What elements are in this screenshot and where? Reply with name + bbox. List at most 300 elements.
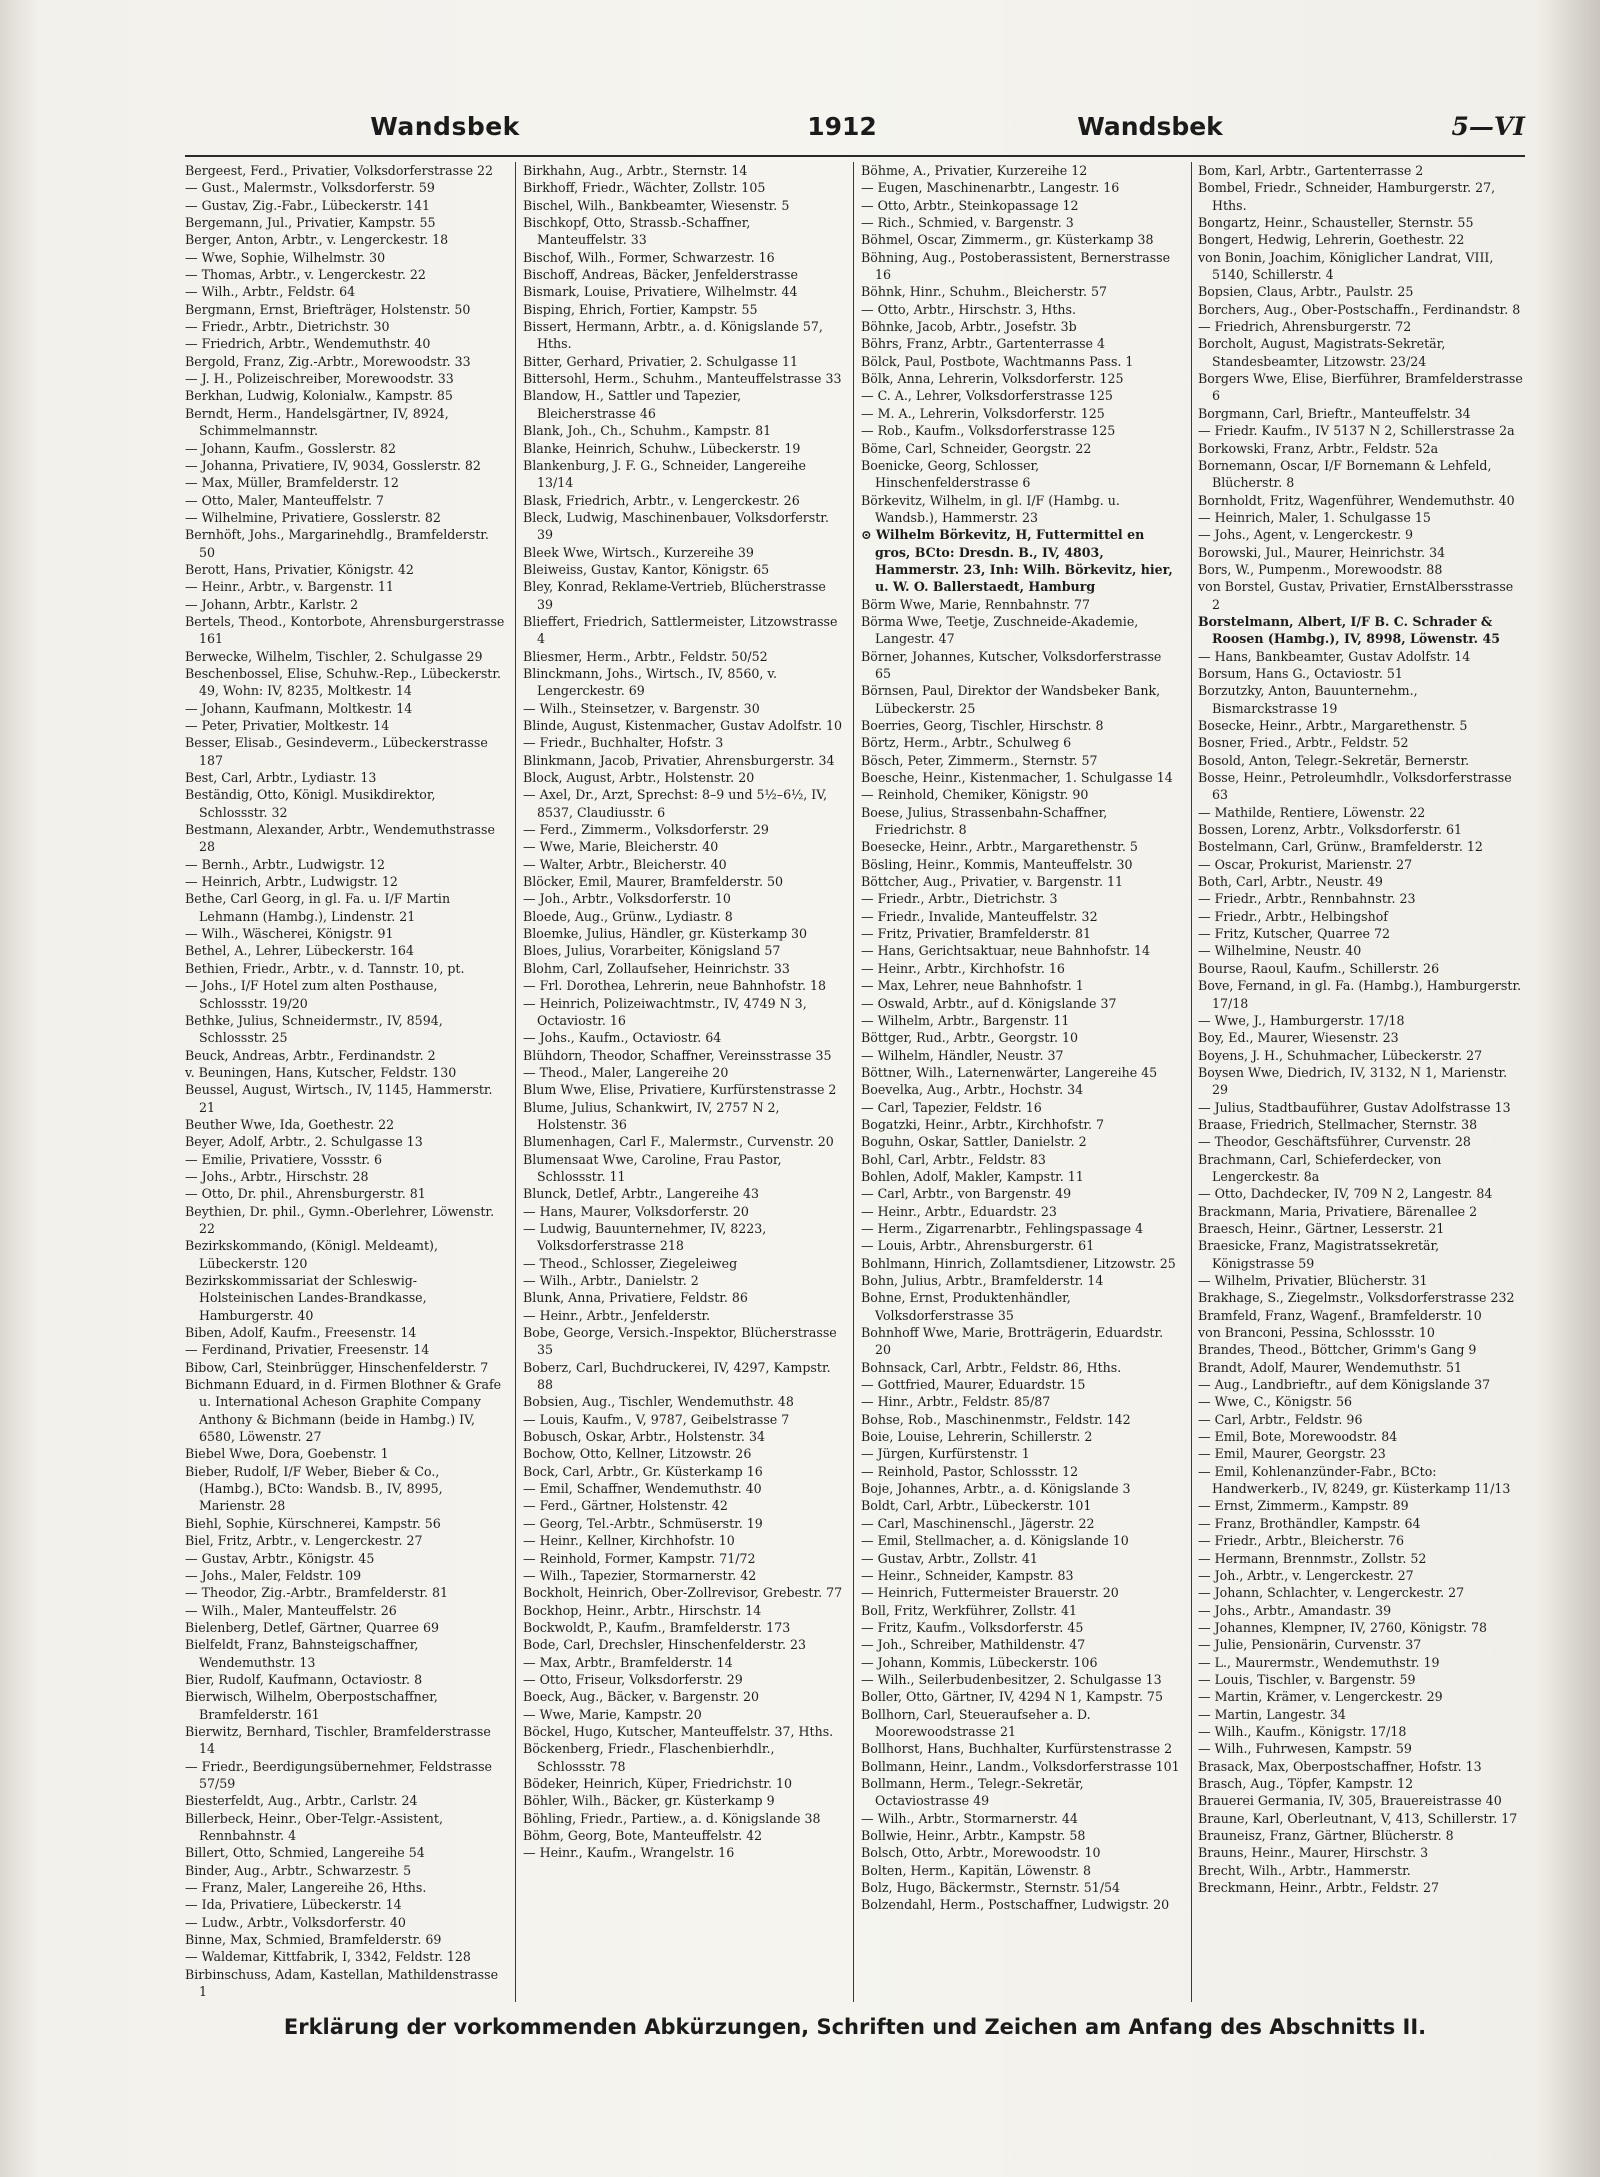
directory-entry: — Wilh., Wäscherei, Königstr. 91	[185, 926, 394, 942]
directory-entry: — Wilhelmine, Neustr. 40	[1198, 943, 1362, 959]
directory-entry: Bohne, Ernst, Produktenhändler, Volksdorferstrasse 35	[861, 1290, 1071, 1323]
directory-entry: Bieber, Rudolf, I/F Weber, Bieber & Co., (Hambg.), BCto: Wandsb. B., IV, 8995, Marienstr. 28	[185, 1463, 443, 1514]
directory-entry: Bismark, Louise, Privatiere, Wilhelmstr. 44	[523, 284, 798, 300]
directory-entry: Bornholdt, Fritz, Wagenführer, Wendemuthstr. 40	[1198, 492, 1515, 508]
directory-entry: Blankenburg, J. F. G., Schneider, Langereihe 13/14	[523, 457, 806, 491]
directory-entry: — M. A., Lehrerin, Volksdorferstr. 125	[861, 405, 1105, 421]
directory-entry: — Friedrich, Arbtr., Wendemuthstr. 40	[185, 336, 431, 352]
directory-entry: Boy, Ed., Maurer, Wiesenstr. 23	[1198, 1030, 1399, 1046]
directory-entry: — Wilh., Arbtr., Stormarnerstr. 44	[861, 1810, 1078, 1826]
directory-entry: Bleck, Ludwig, Maschinenbauer, Volksdorferstr. 39	[523, 509, 829, 543]
directory-entry: — Otto, Dr. phil., Ahrensburgerstr. 81	[185, 1186, 426, 1202]
directory-entry: Bohlmann, Hinrich, Zollamtsdiener, Litzowstr. 25	[861, 1255, 1176, 1271]
directory-entry: — Carl, Maschinenschl., Jägerstr. 22	[861, 1515, 1095, 1531]
directory-entry: Böhm, Georg, Bote, Manteuffelstr. 42	[523, 1828, 763, 1843]
directory-entry: Boje, Johannes, Arbtr., a. d. Königslande 3	[861, 1481, 1131, 1497]
directory-entry: — Gustav, Arbtr., Königstr. 45	[185, 1550, 375, 1566]
directory-entry: Brauneisz, Franz, Gärtner, Blücherstr. 8	[1198, 1828, 1454, 1843]
directory-entry: Blum Wwe, Elise, Privatiere, Kurfürstenstrasse 2	[523, 1082, 837, 1098]
directory-entry: von Borstel, Gustav, Privatier, ErnstAlbersstrasse 2	[1198, 579, 1514, 612]
directory-entry: — Friedr., Buchhalter, Hofstr. 3	[523, 735, 724, 751]
column-4	[1198, 162, 1525, 2002]
directory-entry: — C. A., Lehrer, Volksdorferstrasse 125	[861, 388, 1113, 404]
directory-entry: Bliesmer, Herm., Arbtr., Feldstr. 50/52	[523, 648, 768, 664]
directory-entry: Böhling, Friedr., Partiew., a. d. Königslande 38	[523, 1810, 821, 1826]
directory-entry: von Bonin, Joachim, Königlicher Landrat, VIII, 5140, Schillerstr. 4	[1198, 249, 1494, 283]
directory-entry: — Friedr., Invalide, Manteuffelstr. 32	[861, 908, 1098, 924]
directory-entry: Bloes, Julius, Vorarbeiter, Königsland 57	[523, 943, 781, 959]
directory-entry: Bohnhoff Wwe, Marie, Brotträgerin, Eduardstr. 20	[861, 1325, 1164, 1358]
directory-entry: — Fritz, Privatier, Bramfelderstr. 81	[861, 926, 1092, 942]
directory-entry: Beyer, Adolf, Arbtr., 2. Schulgasse 13	[185, 1134, 423, 1150]
directory-entry: — Emil, Schaffner, Wendemuthstr. 40	[523, 1481, 762, 1497]
directory-entry: — Franz, Maler, Langereihe 26, Hths.	[185, 1880, 427, 1896]
directory-entry: Blandow, H., Sattler und Tapezier, Bleicherstrasse 46	[523, 388, 742, 421]
directory-entry: Bestmann, Alexander, Arbtr., Wendemuthstrasse 28	[185, 822, 495, 855]
directory-entry: Braesicke, Franz, Magistratssekretär, Königstrasse 59	[1198, 1238, 1440, 1271]
directory-entry: Bohn, Julius, Arbtr., Bramfelderstr. 14	[861, 1273, 1104, 1288]
directory-entry: Biehl, Sophie, Kürschnerei, Kampstr. 56	[185, 1515, 441, 1531]
directory-entry: Bleek Wwe, Wirtsch., Kurzereihe 39	[523, 544, 754, 560]
directory-entry: — Wilhelm, Privatier, Blücherstr. 31	[1198, 1273, 1428, 1288]
directory-entry: Beuther Wwe, Ida, Goethestr. 22	[185, 1116, 395, 1132]
directory-entry: — Fritz, Kutscher, Quarree 72	[1198, 926, 1391, 942]
directory-entry: Bobsien, Aug., Tischler, Wendemuthstr. 48	[523, 1394, 794, 1410]
directory-entry: — Hermann, Brennmstr., Zollstr. 52	[1198, 1550, 1427, 1566]
directory-entry: — Heinr., Arbtr., Eduardstr. 23	[861, 1203, 1057, 1219]
header-town-right: Wandsbek	[1077, 112, 1223, 141]
directory-entry: Biel, Fritz, Arbtr., v. Lengerckestr. 27	[185, 1533, 423, 1549]
directory-entry: Bollmann, Heinr., Landm., Volksdorferstrasse 101	[861, 1758, 1180, 1774]
directory-entry: — Joh., Schreiber, Mathildenstr. 47	[861, 1637, 1086, 1653]
directory-entry: Biben, Adolf, Kaufm., Freesenstr. 14	[185, 1325, 417, 1341]
directory-entry: Borcholt, August, Magistrats-Sekretär, Standesbeamter, Litzowstr. 23/24	[1198, 336, 1446, 369]
directory-entry: Bisping, Ehrich, Fortier, Kampstr. 55	[523, 301, 758, 317]
directory-entry: Brandes, Theod., Böttcher, Grimm's Gang 9	[1198, 1342, 1477, 1358]
directory-entry: Bosse, Heinr., Petroleumhdlr., Volksdorferstrasse 63	[1198, 770, 1512, 803]
directory-entry: — Herm., Zigarrenarbtr., Fehlingspassage 4	[861, 1220, 1144, 1236]
column-divider	[1191, 162, 1192, 2002]
directory-entry: Böhning, Aug., Postoberassistent, Bernerstrasse 16	[861, 249, 1171, 283]
directory-entry: Bierwitz, Bernhard, Tischler, Bramfelderstrasse 14	[185, 1723, 491, 1757]
page-header	[185, 112, 1525, 152]
directory-entry: Börm Wwe, Marie, Rennbahnstr. 77	[861, 596, 1091, 612]
directory-entry: Blumensaat Wwe, Caroline, Frau Pastor, Schlossstr. 11	[523, 1151, 782, 1184]
directory-entry: Bongartz, Heinr., Schausteller, Sternstr. 55	[1198, 215, 1474, 231]
directory-entry: — Max, Müller, Bramfelderstr. 12	[185, 475, 399, 491]
directory-entry: Blöcker, Emil, Maurer, Bramfelderstr. 50	[523, 874, 784, 890]
directory-entry: — Friedr., Arbtr., Bleicherstr. 76	[1198, 1533, 1405, 1549]
directory-entry: Birbinschuss, Adam, Kastellan, Mathildenstrasse 1	[185, 1966, 499, 2000]
directory-entry: — Friedr. Kaufm., IV 5137 N 2, Schillerstrasse 2a	[1198, 423, 1515, 439]
directory-entry: Brasch, Aug., Töpfer, Kampstr. 12	[1198, 1775, 1414, 1791]
directory-entry: — Theod., Schlosser, Ziegeleiweg	[523, 1255, 738, 1271]
directory-entry: — Wilh., Fuhrwesen, Kampstr. 59	[1198, 1741, 1412, 1757]
directory-entry: Böckel, Hugo, Kutscher, Manteuffelstr. 37, Hths.	[523, 1723, 834, 1739]
directory-entry: Bockwoldt, P., Kaufm., Bramfelderstr. 173	[523, 1619, 791, 1635]
header-rule	[185, 155, 1525, 157]
directory-entry: Breckmann, Heinr., Arbtr., Feldstr. 27	[1198, 1880, 1439, 1896]
column-divider	[515, 162, 516, 2002]
directory-entry: — Ida, Privatiere, Lübeckerstr. 14	[185, 1897, 402, 1913]
directory-entry: — Heinr., Arbtr., v. Bargenstr. 11	[185, 579, 394, 595]
directory-entry: — Heinr., Kaufm., Wrangelstr. 16	[523, 1845, 735, 1861]
directory-entry: Bösling, Heinr., Kommis, Manteuffelstr. 30	[861, 856, 1133, 872]
page-footer-note: Erklärung der vorkommenden Abkürzungen, Schriften und Zeichen am Anfang des Abschnitts II.	[283, 2015, 1427, 2039]
directory-entry: — Heinr., Arbtr., Jenfelderstr.	[523, 1307, 711, 1323]
directory-entry: — L., Maurermstr., Wendemuthstr. 19	[1198, 1654, 1440, 1670]
directory-entry: Blunk, Anna, Privatiere, Feldstr. 86	[523, 1290, 748, 1306]
directory-entry: Bethe, Carl Georg, in gl. Fa. u. I/F Martin Lehmann (Hambg.), Lindenstr. 21	[185, 891, 451, 924]
directory-entry: — Ludwig, Bauunternehmer, IV, 8223, Volksdorferstrasse 218	[523, 1220, 767, 1254]
directory-entry: Bockhop, Heinr., Arbtr., Hirschstr. 14	[523, 1602, 762, 1618]
column-3	[861, 162, 1181, 2002]
directory-entry: — Emilie, Privatiere, Vossstr. 6	[185, 1151, 383, 1167]
directory-entry: Blinde, August, Kistenmacher, Gustav Adolfstr. 10	[523, 718, 843, 733]
directory-entry: Berwecke, Wilhelm, Tischler, 2. Schulgasse 29	[185, 648, 483, 664]
directory-entry: — Carl, Tapezier, Feldstr. 16	[861, 1099, 1042, 1115]
directory-entry: Borkowski, Franz, Arbtr., Feldstr. 52a	[1198, 440, 1439, 456]
directory-entry: Bostelmann, Carl, Grünw., Bramfelderstr. 12	[1198, 839, 1483, 855]
directory-entry: Bogatzki, Heinr., Arbtr., Kirchhofstr. 7	[861, 1116, 1105, 1132]
directory-entry: Boldt, Carl, Arbtr., Lübeckerstr. 101	[861, 1498, 1092, 1514]
directory-entry: — Theodor, Zig.-Arbtr., Bramfelderstr. 81	[185, 1585, 449, 1601]
directory-entry: Böhrs, Franz, Arbtr., Gartenterrasse 4	[861, 336, 1106, 352]
directory-entry: — Johann, Kommis, Lübeckerstr. 106	[861, 1654, 1098, 1670]
directory-entry: Brecht, Wilh., Arbtr., Hammerstr.	[1198, 1862, 1411, 1878]
directory-entry: — Carl, Arbtr., von Bargenstr. 49	[861, 1186, 1072, 1202]
directory-entry: — Wwe, J., Hamburgerstr. 17/18	[1198, 1012, 1405, 1028]
directory-entry: — Wilh., Arbtr., Feldstr. 64	[185, 284, 356, 300]
directory-entry: Both, Carl, Arbtr., Neustr. 49	[1198, 874, 1383, 890]
directory-entry: — Heinr., Schneider, Kampstr. 83	[861, 1567, 1074, 1583]
directory-entry: Bergeest, Ferd., Privatier, Volksdorferstrasse 22	[185, 163, 494, 178]
directory-entry: Bove, Fernand, in gl. Fa. (Hambg.), Hamburgerstr. 17/18	[1198, 978, 1522, 1011]
directory-entry: Biesterfeldt, Aug., Arbtr., Carlstr. 24	[185, 1793, 418, 1809]
directory-entry: Bischkopf, Otto, Strassb.-Schaffner, Manteuffelstr. 33	[523, 215, 751, 248]
header-town-left: Wandsbek	[370, 112, 520, 141]
directory-entry: — Ferdinand, Privatier, Freesenstr. 14	[185, 1342, 430, 1358]
directory-entry: Bergmann, Ernst, Briefträger, Holstenstr. 50	[185, 301, 471, 317]
directory-entry: Blühdorn, Theodor, Schaffner, Vereinsstrasse 35	[523, 1047, 832, 1063]
directory-entry: Bergold, Franz, Zig.-Arbtr., Morewoodstr. 33	[185, 353, 471, 369]
directory-entry: — Wilh., Tapezier, Stormarnerstr. 42	[523, 1567, 757, 1583]
directory-entry: — Hans, Maurer, Volksdorferstr. 20	[523, 1203, 749, 1219]
directory-entry: Böttger, Rud., Arbtr., Georgstr. 10	[861, 1030, 1079, 1046]
directory-entry: Boysen Wwe, Diedrich, IV, 3132, N 1, Marienstr. 29	[1198, 1064, 1508, 1098]
directory-entry: — Julie, Pensionärin, Curvenstr. 37	[1198, 1637, 1422, 1653]
directory-entry: — Johs., Kaufm., Octaviostr. 64	[523, 1030, 722, 1046]
directory-entry: — Wwe, Marie, Kampstr. 20	[523, 1706, 702, 1722]
directory-entry: — Friedr., Arbtr., Rennbahnstr. 23	[1198, 891, 1416, 907]
directory-entry: — Wwe, C., Königstr. 56	[1198, 1394, 1353, 1410]
directory-entry: Bosold, Anton, Telegr.-Sekretär, Bernerstr.	[1198, 752, 1470, 768]
directory-entry: — Wilhelm, Händler, Neustr. 37	[861, 1047, 1064, 1063]
directory-entry: — Ferd., Gärtner, Holstenstr. 42	[523, 1498, 728, 1514]
directory-entry: — Heinrich, Maler, 1. Schulgasse 15	[1198, 509, 1431, 525]
directory-entry: Blinkmann, Jacob, Privatier, Ahrensburgerstr. 34	[523, 752, 835, 768]
directory-entry: — Mathilde, Rentiere, Löwenstr. 22	[1198, 804, 1426, 820]
directory-entry: — Theod., Maler, Langereihe 20	[523, 1064, 729, 1080]
directory-entry: — Friedrich, Ahrensburgerstr. 72	[1198, 319, 1412, 335]
directory-entry: Braune, Karl, Oberleutnant, V, 413, Schillerstr. 17	[1198, 1810, 1518, 1826]
directory-entry: — Peter, Privatier, Moltkestr. 14	[185, 718, 390, 733]
directory-entry: — Wilh., Maler, Manteuffelstr. 26	[185, 1602, 397, 1618]
directory-entry: — Wilh., Seilerbudenbesitzer, 2. Schulgasse 13	[861, 1671, 1162, 1687]
directory-entry: — Walter, Arbtr., Bleicherstr. 40	[523, 856, 727, 872]
directory-entry: — Gustav, Zig.-Fabr., Lübeckerstr. 141	[185, 197, 430, 213]
directory-entry: Boese, Julius, Strassenbahn-Schaffner, Friedrichstr. 8	[861, 804, 1108, 838]
directory-entry: — Wwe, Marie, Bleicherstr. 40	[523, 839, 719, 855]
directory-entry: Bock, Carl, Arbtr., Gr. Küsterkamp 16	[523, 1463, 763, 1479]
directory-entry: — Franz, Brothändler, Kampstr. 64	[1198, 1515, 1421, 1531]
directory-entry: Binne, Max, Schmied, Bramfelderstr. 69	[185, 1932, 442, 1948]
directory-entry: — Johs., Maler, Feldstr. 109	[185, 1567, 362, 1583]
directory-entry: — Wilh., Arbtr., Danielstr. 2	[523, 1273, 699, 1288]
directory-entry: Blumenhagen, Carl F., Malermstr., Curvenstr. 20	[523, 1134, 834, 1150]
directory-entry: — Oscar, Prokurist, Marienstr. 27	[1198, 856, 1413, 872]
directory-entry: Bethien, Friedr., Arbtr., v. d. Tannstr. 10, pt.	[185, 960, 465, 976]
header-page-number: 5—VI	[1451, 112, 1525, 141]
directory-entry: Blanke, Heinrich, Schuhw., Lübeckerstr. 19	[523, 440, 801, 456]
directory-entry: Borgmann, Carl, Brieftr., Manteuffelstr. 34	[1198, 405, 1471, 421]
directory-entry: Börma Wwe, Teetje, Zuschneide-Akademie, Langestr. 47	[861, 613, 1139, 647]
directory-entry: — Wilh., Steinsetzer, v. Bargenstr. 30	[523, 700, 760, 716]
directory-entry: — Martin, Krämer, v. Lengerckestr. 29	[1198, 1689, 1443, 1705]
directory-entry: — Heinr., Arbtr., Kirchhofstr. 16	[861, 960, 1065, 976]
directory-entry: Bischof, Wilh., Former, Schwarzestr. 16	[523, 249, 775, 265]
directory-entry: Börtz, Herm., Arbtr., Schulweg 6	[861, 735, 1072, 751]
directory-entry: Blohm, Carl, Zollaufseher, Heinrichstr. 33	[523, 960, 790, 976]
directory-entry: — Thomas, Arbtr., v. Lengerckestr. 22	[185, 267, 426, 283]
directory-entry: Böhler, Wilh., Bäcker, gr. Küsterkamp 9	[523, 1793, 775, 1809]
directory-entry: — Heinrich, Arbtr., Ludwigstr. 12	[185, 874, 398, 890]
directory-entry: Bissert, Hermann, Arbtr., a. d. Königslande 57, Hths.	[523, 319, 823, 352]
directory-entry: Borchers, Aug., Ober-Postschaffn., Ferdinandstr. 8	[1198, 301, 1521, 317]
directory-entry: Bobe, George, Versich.-Inspektor, Blücherstrasse 35	[523, 1325, 837, 1358]
directory-entry: — Johanna, Privatiere, IV, 9034, Gosslerstr. 82	[185, 457, 481, 473]
header-year: 1912	[807, 112, 877, 141]
directory-entry: — Gustav, Arbtr., Zollstr. 41	[861, 1550, 1038, 1566]
directory-entry: — Ferd., Zimmerm., Volksdorferstr. 29	[523, 822, 769, 838]
directory-entry: Börner, Johannes, Kutscher, Volksdorferstrasse 65	[861, 648, 1162, 681]
directory-entry: Bohnsack, Carl, Arbtr., Feldstr. 86, Hths.	[861, 1359, 1122, 1375]
directory-entry: Brauns, Heinr., Maurer, Hirschstr. 3	[1198, 1845, 1429, 1861]
directory-entry: — Johs., I/F Hotel zum alten Posthause, Schlossstr. 19/20	[185, 978, 438, 1011]
directory-entry: — Emil, Kohlenanzünder-Fabr., BCto: Handwerkerb., IV, 8249, gr. Küsterkamp 11/13	[1198, 1463, 1511, 1497]
directory-entry: — Joh., Arbtr., Volksdorferstr. 10	[523, 891, 731, 907]
directory-entry: — Reinhold, Former, Kampstr. 71/72	[523, 1550, 756, 1566]
directory-entry: — Gust., Malermstr., Volksdorferstr. 59	[185, 180, 435, 196]
directory-entry: Bitter, Gerhard, Privatier, 2. Schulgasse 11	[523, 353, 798, 369]
directory-entry: Bolzendahl, Herm., Postschaffner, Ludwigstr. 20	[861, 1897, 1170, 1913]
directory-entry: — Martin, Langestr. 34	[1198, 1706, 1346, 1722]
directory-entry: Bollhorn, Carl, Steueraufseher a. D. Moorewoodstrasse 21	[861, 1706, 1091, 1739]
directory-entry: — Ludw., Arbtr., Volksdorferstr. 40	[185, 1914, 406, 1930]
directory-entry: Brauerei Germania, IV, 305, Brauereistrasse 40	[1198, 1793, 1502, 1809]
directory-entry: Boguhn, Oskar, Sattler, Danielstr. 2	[861, 1134, 1087, 1150]
directory-entry: Beuck, Andreas, Arbtr., Ferdinandstr. 2	[185, 1047, 436, 1063]
directory-entry: Block, August, Arbtr., Holstenstr. 20	[523, 770, 755, 786]
directory-entry: Bielfeldt, Franz, Bahnsteigschaffner, Wendemuthstr. 13	[185, 1637, 419, 1670]
directory-entry: Bölck, Paul, Postbote, Wachtmanns Pass. 1	[861, 353, 1134, 369]
directory-entry: Boerries, Georg, Tischler, Hirschstr. 8	[861, 718, 1104, 733]
directory-entry: Beschenbossel, Elise, Schuhw.-Rep., Lübeckerstr. 49, Wohn: IV, 8235, Moltkestr. 14	[185, 665, 501, 699]
directory-entry: Böttcher, Aug., Privatier, v. Bargenstr. 11	[861, 874, 1124, 890]
directory-entry: — Rob., Kaufm., Volksdorferstrasse 125	[861, 423, 1116, 439]
directory-entry: Borowski, Jul., Maurer, Heinrichstr. 34	[1198, 544, 1446, 560]
directory-entry: Bezirkskommando, (Königl. Meldeamt), Lübeckerstr. 120	[185, 1238, 438, 1271]
directory-entry: von Branconi, Pessina, Schlossstr. 10	[1198, 1325, 1435, 1341]
directory-entry: Beständig, Otto, Königl. Musikdirektor, Schlossstr. 32	[185, 787, 436, 820]
directory-entry: — Reinhold, Chemiker, Königstr. 90	[861, 787, 1089, 803]
directory-entry: Borsum, Hans G., Octaviostr. 51	[1198, 665, 1403, 681]
directory-entry: — Friedr., Arbtr., Helbingshof	[1198, 908, 1388, 924]
directory-entry: Brasack, Max, Oberpostschaffner, Hofstr. 13	[1198, 1758, 1482, 1774]
directory-entry: Best, Carl, Arbtr., Lydiastr. 13	[185, 770, 377, 786]
directory-entry: — Joh., Arbtr., v. Lengerckestr. 27	[1198, 1567, 1414, 1583]
directory-entry: Blieffert, Friedrich, Sattlermeister, Litzowstrasse 4	[523, 613, 838, 647]
directory-entry: — Otto, Arbtr., Hirschstr. 3, Hths.	[861, 301, 1076, 317]
directory-entry: Börkevitz, Wilhelm, in gl. I/F (Hambg. u. Wandsb.), Hammerstr. 23	[861, 492, 1120, 525]
directory-entry: Blume, Julius, Schankwirt, IV, 2757 N 2, Holstenstr. 36	[523, 1099, 780, 1132]
directory-entry: Borgers Wwe, Elise, Bierführer, Bramfelderstrasse 6	[1198, 371, 1523, 404]
directory-entry: Bossen, Lorenz, Arbtr., Volksdorferstr. 61	[1198, 822, 1463, 838]
directory-entry: Bezirkskommissariat der Schleswig-Holsteinischen Landes-Brandkasse, Hamburgerstr. 40	[185, 1273, 427, 1323]
directory-entry: Bolten, Herm., Kapitän, Löwenstr. 8	[861, 1862, 1092, 1878]
directory-entry: — J. H., Polizeischreiber, Morewoodstr. 33	[185, 371, 454, 387]
directory-entry: — Johann, Arbtr., Karlstr. 2	[185, 596, 359, 612]
directory-entry: — Wwe, Sophie, Wilhelmstr. 30	[185, 249, 386, 265]
directory-entry: Bourse, Raoul, Kaufm., Schillerstr. 26	[1198, 960, 1440, 976]
directory-entry: Bollhorst, Hans, Buchhalter, Kurfürstenstrasse 2	[861, 1741, 1173, 1757]
directory-entry: Braesch, Heinr., Gärtner, Lesserstr. 21	[1198, 1220, 1445, 1236]
directory-entry: Brandt, Adolf, Maurer, Wendemuthstr. 51	[1198, 1359, 1463, 1375]
directory-entry: ⊙ Wilhelm Börkevitz, H, Futtermittel en gros, BCto: Dresdn. B., IV, 4803, Hammerstr. 23, Inh: Wilh. Börkevitz, hier, u. W. O. Ballerstaedt, Hamburg	[861, 527, 1173, 595]
directory-entry: Boll, Fritz, Werkführer, Zollstr. 41	[861, 1602, 1077, 1618]
directory-entry: Billerbeck, Heinr., Ober-Telgr.-Assistent, Rennbahnstr. 4	[185, 1810, 443, 1843]
directory-entry: Boenicke, Georg, Schlosser, Hinschenfelderstrasse 6	[861, 457, 1040, 491]
directory-entry: Bethel, A., Lehrer, Lübeckerstr. 164	[185, 943, 414, 959]
directory-entry: — Wilhelmine, Privatiere, Gosslerstr. 82	[185, 509, 441, 525]
directory-entry: Braase, Friedrich, Stellmacher, Sternstr. 38	[1198, 1116, 1478, 1132]
directory-entry: Bongert, Hedwig, Lehrerin, Goethestr. 22	[1198, 232, 1465, 248]
directory-entry: Bloede, Aug., Grünw., Lydiastr. 8	[523, 908, 733, 924]
directory-entry: — Johs., Arbtr., Hirschstr. 28	[185, 1168, 369, 1184]
directory-entry: — Rich., Schmied, v. Bargenstr. 3	[861, 215, 1074, 231]
directory-entry: Böhme, A., Privatier, Kurzereihe 12	[861, 163, 1088, 178]
column-divider	[853, 162, 854, 2002]
directory-entry: Bockholt, Heinrich, Ober-Zollrevisor, Grebestr. 77	[523, 1585, 843, 1601]
directory-entry: — Bernh., Arbtr., Ludwigstr. 12	[185, 856, 386, 872]
directory-entry: — Georg, Tel.-Arbtr., Schmüserstr. 19	[523, 1515, 763, 1531]
directory-entry: Beussel, August, Wirtsch., IV, 1145, Hammerstr. 21	[185, 1082, 493, 1115]
directory-entry: — Aug., Landbrieftr., auf dem Königslande 37	[1198, 1377, 1491, 1393]
directory-entry: Böhnk, Hinr., Schuhm., Bleicherstr. 57	[861, 284, 1108, 300]
directory-entry: — Emil, Bote, Morewoodstr. 84	[1198, 1429, 1398, 1445]
directory-entry: Bosecke, Heinr., Arbtr., Margarethenstr. 5	[1198, 718, 1468, 733]
directory-entry: Bolz, Hugo, Bäckermstr., Sternstr. 51/54	[861, 1880, 1121, 1896]
directory-entry: Bölk, Anna, Lehrerin, Volksdorferstr. 125	[861, 371, 1124, 387]
directory-entry: — Johann, Kaufm., Gosslerstr. 82	[185, 440, 396, 456]
directory-entry: Boesche, Heinr., Kistenmacher, 1. Schulgasse 14	[861, 770, 1173, 786]
directory-entry: — Friedr., Arbtr., Dietrichstr. 30	[185, 319, 390, 335]
directory-entry: Birkhahn, Aug., Arbtr., Sternstr. 14	[523, 163, 748, 178]
directory-entry: Bombel, Friedr., Schneider, Hamburgerstr. 27, Hths.	[1198, 180, 1496, 213]
directory-entry: Böhmel, Oscar, Zimmerm., gr. Küsterkamp 38	[861, 232, 1154, 248]
column-1	[185, 162, 505, 2002]
directory-entry: — Frl. Dorothea, Lehrerin, neue Bahnhofstr. 18	[523, 978, 827, 994]
directory-entry: Böme, Carl, Schneider, Georgstr. 22	[861, 440, 1092, 456]
directory-entry: Bernhöft, Johs., Margarinehdlg., Bramfelderstr. 50	[185, 527, 489, 560]
directory-entry: Bley, Konrad, Reklame-Vertrieb, Blücherstrasse 39	[523, 579, 826, 612]
directory-entry: Borstelmann, Albert, I/F B. C. Schrader & Roosen (Hambg.), IV, 8998, Löwenstr. 45	[1198, 613, 1500, 647]
directory-entry: Bischel, Wilh., Bankbeamter, Wiesenstr. 5	[523, 197, 790, 213]
directory-entry: Bornemann, Oscar, I/F Bornemann & Lehfeld, Blücherstr. 8	[1198, 457, 1492, 491]
directory-entry: Bohlen, Adolf, Makler, Kampstr. 11	[861, 1168, 1084, 1184]
directory-entry: Bösch, Peter, Zimmerm., Sternstr. 57	[861, 752, 1098, 768]
directory-entry: — Louis, Tischler, v. Bargenstr. 59	[1198, 1671, 1416, 1687]
directory-entry: — Otto, Arbtr., Steinkopassage 12	[861, 197, 1079, 213]
directory-entry: Berott, Hans, Privatier, Königstr. 42	[185, 561, 414, 577]
directory-entry: — Max, Lehrer, neue Bahnhofstr. 1	[861, 978, 1084, 994]
directory-entry: Boyens, J. H., Schuhmacher, Lübeckerstr. 27	[1198, 1047, 1483, 1063]
directory-entry: Böttner, Wilh., Laternenwärter, Langereihe 45	[861, 1064, 1158, 1080]
directory-entry: — Friedr., Arbtr., Dietrichstr. 3	[861, 891, 1058, 907]
directory-entry: — Hans, Bankbeamter, Gustav Adolfstr. 14	[1198, 648, 1471, 664]
directory-entry: Bode, Carl, Drechsler, Hinschenfelderstr. 23	[523, 1637, 807, 1653]
directory-entry: — Carl, Arbtr., Feldstr. 96	[1198, 1411, 1363, 1427]
directory-entry: Bier, Rudolf, Kaufmann, Octaviostr. 8	[185, 1671, 423, 1687]
directory-entry: Bierwisch, Wilhelm, Oberpostschaffner, Bramfelderstr. 161	[185, 1689, 438, 1722]
directory-entry: Bergemann, Jul., Privatier, Kampstr. 55	[185, 215, 436, 231]
directory-entry: Blunck, Detlef, Arbtr., Langereihe 43	[523, 1186, 759, 1202]
directory-entry: Bollwie, Heinr., Arbtr., Kampstr. 58	[861, 1828, 1086, 1843]
directory-entry: Bohl, Carl, Arbtr., Feldstr. 83	[861, 1151, 1046, 1167]
directory-entry: — Max, Arbtr., Bramfelderstr. 14	[523, 1654, 733, 1670]
directory-entry: — Wilh., Kaufm., Königstr. 17/18	[1198, 1723, 1407, 1739]
directory-entry: v. Beuningen, Hans, Kutscher, Feldstr. 130	[185, 1064, 457, 1080]
directory-entry: — Johann, Kaufmann, Moltkestr. 14	[185, 700, 413, 716]
directory-entry: Bischoff, Andreas, Bäcker, Jenfelderstrasse	[523, 267, 798, 283]
directory-entry: — Waldemar, Kittfabrik, I, 3342, Feldstr. 128	[185, 1949, 471, 1965]
directory-entry: — Emil, Maurer, Georgstr. 23	[1198, 1446, 1386, 1462]
directory-entry: Brackmann, Maria, Privatiere, Bärenallee 2	[1198, 1203, 1478, 1219]
directory-entry: — Oswald, Arbtr., auf d. Königslande 37	[861, 995, 1117, 1011]
directory-entry: — Johann, Schlachter, v. Lengerckestr. 27	[1198, 1585, 1465, 1601]
directory-entry: — Otto, Maler, Manteuffelstr. 7	[185, 492, 384, 508]
directory-entry: — Reinhold, Pastor, Schlossstr. 12	[861, 1463, 1079, 1479]
directory-entry: Bleiweiss, Gustav, Kantor, Königstr. 65	[523, 561, 770, 577]
directory-entry: Borzutzky, Anton, Bauunternehm., Bismarckstrasse 19	[1198, 683, 1418, 716]
directory-entry: Bertels, Theod., Kontorbote, Ahrensburgerstrasse 161	[185, 613, 505, 647]
directory-entry: Bom, Karl, Arbtr., Gartenterrasse 2	[1198, 163, 1424, 178]
directory-entry: Birkhoff, Friedr., Wächter, Zollstr. 105	[523, 180, 766, 196]
directory-entry: — Hans, Gerichtsaktuar, neue Bahnhofstr. 14	[861, 943, 1151, 959]
directory-entry: Bors, W., Pumpenm., Morewoodstr. 88	[1198, 561, 1443, 577]
directory-entry: Binder, Aug., Arbtr., Schwarzestr. 5	[185, 1862, 412, 1878]
directory-entry: Bödeker, Heinrich, Küper, Friedrichstr. 10	[523, 1775, 792, 1791]
directory-entry: — Otto, Friseur, Volksdorferstr. 29	[523, 1671, 743, 1687]
directory-entry: — Theodor, Geschäftsführer, Curvenstr. 28	[1198, 1134, 1471, 1150]
column-2	[523, 162, 843, 2002]
directory-entry: — Julius, Stadtbauführer, Gustav Adolfstrasse 13	[1198, 1099, 1511, 1115]
directory-entry: Bopsien, Claus, Arbtr., Paulstr. 25	[1198, 284, 1414, 300]
directory-entry: Bittersohl, Herm., Schuhm., Manteuffelstrasse 33	[523, 371, 842, 387]
directory-entry: — Eugen, Maschinenarbtr., Langestr. 16	[861, 180, 1120, 196]
directory-entry: Biebel Wwe, Dora, Goebenstr. 1	[185, 1446, 389, 1462]
directory-entry: Brachmann, Carl, Schieferdecker, von Lengerckestr. 8a	[1198, 1151, 1442, 1184]
